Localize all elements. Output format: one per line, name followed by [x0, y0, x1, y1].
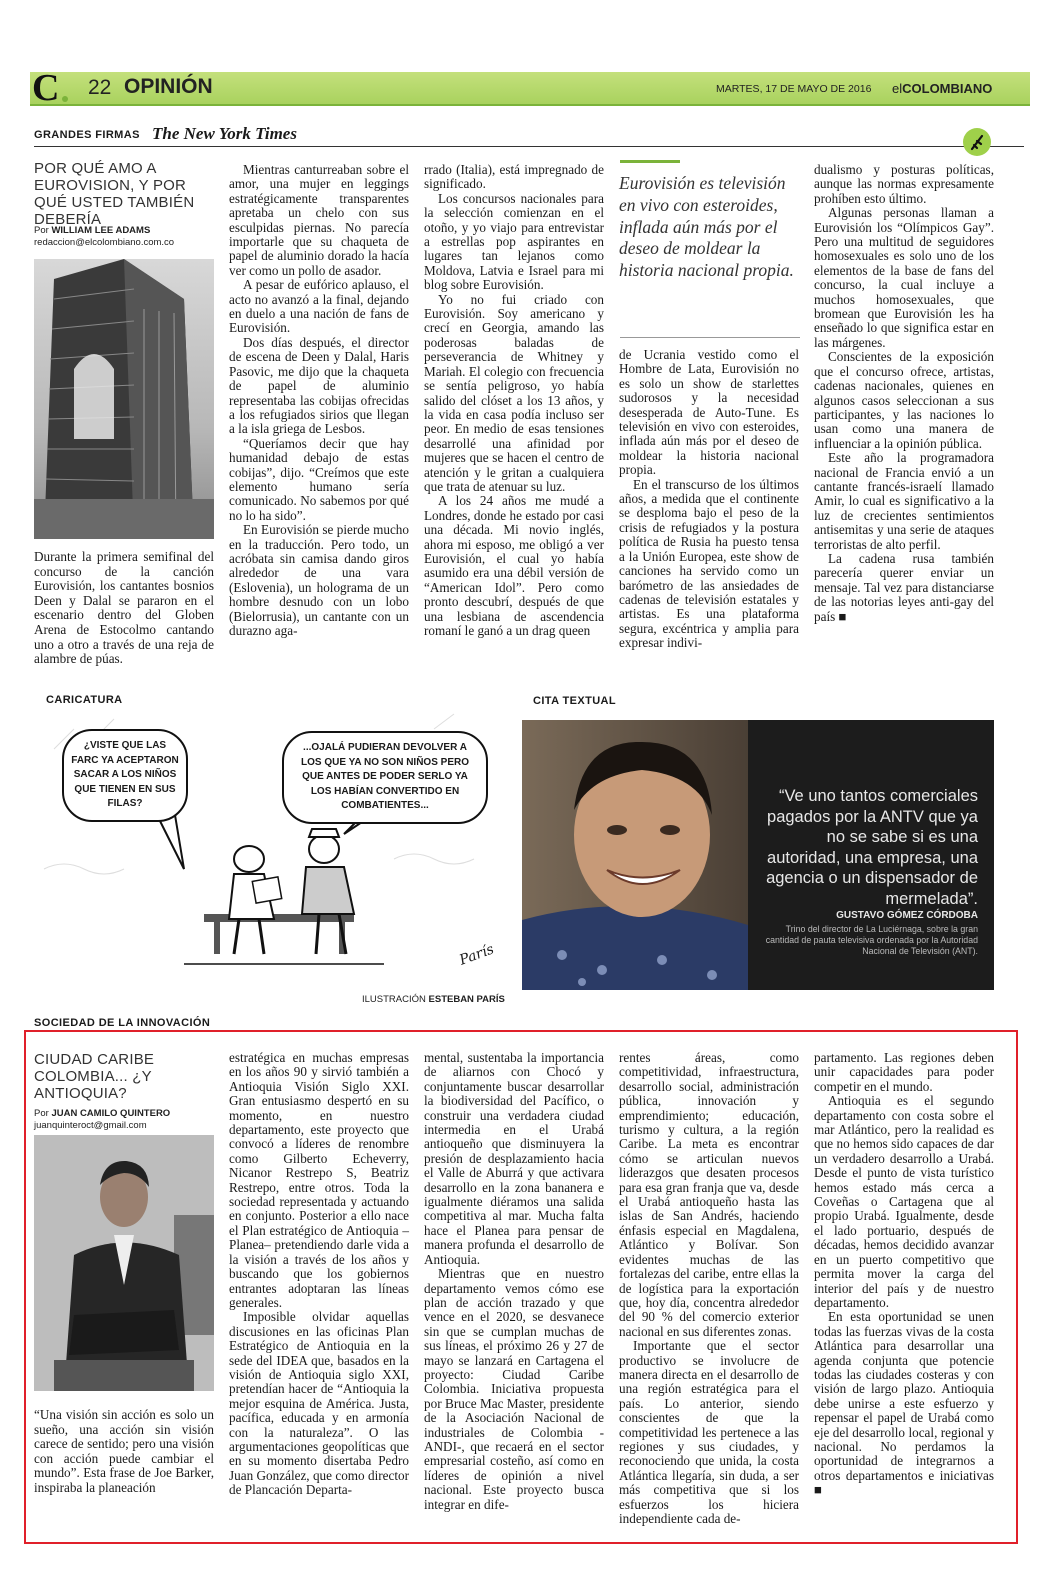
masthead-logo: C: [32, 67, 60, 109]
caricatura-label: CARICATURA: [46, 694, 123, 706]
caricature-bubble-right: ...OJALÁ PUDIERAN DEVOLVER A LOS QUE YA NO SON NIÑOS PERO QUE ANTES DE PODER SERLO YA LOS HABÍAN CONVERTIDO EN COMBATIENTES...: [282, 731, 488, 824]
paragraph: estratégica en muchas empresas en los años 90 y sirvió también a Antioquia Visión Siglo XXI. Gran entusiasmo despertó en su momento, en nuestro departamento, este proyecto que convocó a líderes de renombre como Gilberto Echeverry, Nicanor Restrepo S, Beatriz Restrepo, entre otros. Toda la sociedad representada y actuando en conjunto. Posterior a ello nace el Plan estratégico de Antioquia –Planea– pretendiendo darle vida a la visión a través de los años y buscando que los gobiernos entrantes adoptaran las líneas generales.: [229, 1050, 409, 1310]
caricature-frame: [34, 709, 508, 989]
article1-byline: [34, 225, 224, 249]
article1-headline: POR QUÉ AMO A EUROVISION, Y POR QUÉ USTED TAMBIÉN DEBERÍA: [34, 160, 195, 228]
article1-column-2: [229, 163, 409, 638]
paragraph: En esta oportunidad se unen todas las fuerzas vivas de la costa Atlántica para desarrollar una agenda conjunta que potencie todas las ciudades costeras y con visión de largo plazo. Antioquia debe unirse a este esfuerzo y repensar el papel de Urabá como eje del desarrollo local, regional y nacional. No perdamos la oportunidad de integrarnos a otros departamentos e iniciativas ■: [814, 1309, 994, 1498]
section-title: OPINIÓN: [124, 75, 213, 98]
paragraph: Algunas personas llaman a Eurovisión los “Olímpicos Gay”. Pero una multitud de seguidores homosexuales es solo uno de los elementos de la base de fans del concurso, la cual incluye a muchos homosexuales, que bromean que Eurovisión les ha enseñado lo que significa estar en las márgenes.: [814, 205, 994, 350]
article2-headline: CIUDAD CARIBE COLOMBIA... ¿Y ANTIOQUIA?: [34, 1051, 155, 1102]
paper-prefix: el: [892, 81, 903, 96]
page-number: 22: [88, 76, 112, 99]
paragraph: rentes áreas, como competitividad, infraestructura, desarrollo social, administración pública, innovación y emprendimiento; educación, turismo y cultura, a la región Caribe. La meta es encontrar cómo se articulan nuevos liderazgos que desaten procesos para esa gran franja que va, desde el Urabá antioqueño hasta las islas de San Andrés, haciendo énfasis especial en Magdalena, Atlántico y Bolívar. Son evidentes muchas de las fortalezas del caribe, entre ellas la de logística para la exportación que, hoy día, concentra alrededor del 90 % del comercio exterior nacional en sus diferentes zonas.: [619, 1050, 799, 1339]
paragraph: dualismo y posturas políticas, aunque las normas expresamente prohíben esto último.: [814, 162, 994, 206]
paragraph: Mientras que en nuestro departamento vemos cómo ese plan de acción trazado y que vence en el 2020, se desvanece sin que se cumplan muchas de sus líneas, el próximo 26 y 27 de mayo se lanzará en Cartagena el proyecto: Ciudad Caribe Colombia. Iniciativa propuesta por Bruce Mac Master, presidente de la Asociación Nacional de industriales de Colombia -ANDI-, que recaerá en el sector empresarial costeño, así como en líderes de opinión a nivel nacional. Este proyecto busca integrar en dife-: [424, 1266, 604, 1512]
paragraph: Mientras canturreaban sobre el amor, una mujer en leggings estratégicamente transparentes apretaba un chelo con sus esculpidas piernas. No parecía importarle que su chaqueta de papel de aluminio dorado la hacía ver como un pollo de asador.: [229, 162, 409, 278]
byline-prefix: Por: [34, 1108, 49, 1119]
pullquote-rule: [620, 160, 680, 163]
article1-column-3: [424, 163, 604, 638]
credit-prefix: ILUSTRACIÓN: [362, 994, 426, 1005]
author-photo: [34, 1135, 214, 1391]
article2-intro: “Una visión sin acción es solo un sueño, una acción sin visión carece de sentido; pero una visión con acción puede cambiar el mundo”. Esta frase de Joe Barker, inspiraba la planeación: [34, 1407, 214, 1495]
credit-name: ESTEBAN PARÍS: [428, 994, 505, 1005]
paragraph: A pesar de eufórico aplauso, el acto no avanzó a la final, dejando en duelo a una nación de fans de Eurovisión.: [229, 277, 409, 336]
speaker-photo: [522, 720, 748, 990]
paragraph: mental, sustentaba la importancia de aliarnos con Chocó y conjuntamente buscar desarrollar la biodiversidad del Pacífico, o construir una verdadera ciudad intermedia en el Urabá antioqueño que disminuyera la presión de desplazamiento hacia el Valle de Aburrá y que activara desarrollo en la zona bananera e igualmente diéramos una salida competitiva al mar. Mucha falta hace el Planea para pensar de manera profunda el desarrollo de Antioquia.: [424, 1050, 604, 1267]
globen-photo: [34, 259, 214, 539]
article1-column-4: [619, 348, 799, 651]
article1-author: WILLIAM LEE ADAMS: [51, 225, 151, 236]
article1-pullquote: Eurovisión es televisión en vivo con esteroides, inflada aún más por el deseo de moldear la historia nacional propia.: [619, 173, 794, 281]
sociedad-innovacion-label: SOCIEDAD DE LA INNOVACIÓN: [34, 1017, 211, 1029]
article2-email: juanquinteroct@gmail.com: [34, 1120, 147, 1131]
quote-speaker: GUSTAVO GÓMEZ CÓRDOBA: [836, 910, 978, 921]
caricature-signature: París: [457, 941, 497, 969]
paragraph: de Ucrania vestido como el Hombre de Lata, Eurovisión no es solo un show de starlettes sudorosos y la necesidad desesperada de Auto-Tune. Es televisión en vivo con esteroides, inflada aún más por el deseo de moldear la historia nacional propia.: [619, 347, 799, 478]
article2-column-5: [814, 1051, 994, 1498]
article2-column-4: [619, 1051, 799, 1526]
paragraph: rrado (Italia), está impregnado de significado.: [424, 162, 604, 192]
paragraph: Este año la programadora nacional de Francia envió a un cantante francés-israelí llamado Amir, lo cual es significativo a la luz de crecientes sentimientos antisemitas y una serie de ataques terroristas de alto perfil.: [814, 450, 994, 552]
paragraph: Dos días después, el director de escena de Deen y Dalal, Haris Pasovic, me dijo que la chaqueta de papel de aluminio representaba las cobijas ofrecidas a los refugiados sirios que llegan a la isla griega de Lesbos.: [229, 334, 409, 437]
issue-date: MARTES, 17 DE MAYO DE 2016: [716, 83, 872, 95]
paragraph: Los concursos nacionales para la selección comienzan en el otoño, y yo viajo para entrevistar a estrellas pop aspirantes en lugares tan lejanos como Moldova, Latvia e Israel para mi blog sobre Eurovisión.: [424, 190, 604, 293]
article2-author: JUAN CAMILO QUINTERO: [51, 1108, 171, 1119]
paragraph: En Eurovisión se pierde mucho en la traducción. Pero todo, un acróbata sin camisa dando giros alrededor de una vara (Eslovenia), un holograma de un hombre desnudo con un lobo (Bielorrusia), un cantante con un durazno aga-: [229, 522, 409, 638]
paragraph: Antioquia es el segundo departamento con costa sobre el mar Atlántico, pero la realidad es que no hemos sido capaces de dar un verdadero desarrollo a Urabá. Desde el punto de vista turístico hemos estado más cerca a Coveñas o Cartagena que al propio Urabá. Igualmente, desde el lado portuario, después de décadas, hemos decidido avanzar en un puerto competitivo que permita mover la carga del interior del país y de nuestro departamento.: [814, 1093, 994, 1310]
quote-text: “Ve uno tantos comerciales pagados por la ANTV que ya no se sabe si es una autoridad, una empresa, una agencia o un dispensador de mermelada”.: [766, 787, 978, 908]
masthead-logo-dot: [62, 96, 68, 102]
paragraph: Yo no fui criado con Eurovisión. Soy americano y crecí en Georgia, amando las poderosas baladas de perseverancia de Whitney y Mariah. El colegio con frecuencia se sentía peligroso, yo había salido del clóset a los 13 años, y la vida en casa podía incluso ser peor. En medio de esas tensiones desarrollé una afinidad por mujeres que se hacen el centro de atención y le gritan a cualquiera que trata de atenuar su luz.: [424, 291, 604, 494]
nyt-partner-logo: The New York Times: [152, 124, 297, 143]
article2-column-3: [424, 1051, 604, 1512]
banner-rule: [34, 146, 1024, 147]
grandes-firmas-label: GRANDES FIRMAS: [34, 129, 140, 141]
caricature-credit: [362, 994, 505, 1006]
quote-panel: [522, 720, 994, 990]
paragraph: En el transcurso de los últimos años, a medida que el continente se desploma bajo el peso de la crisis de refugiados y la postura política de Rusia ha puesto tensa a la Unión Europea, este show de canciones ha servido como un barómetro de las ansiedades de cadenas de televisión estatales y artistas. Es una plataforma segura, excéntrica y amplia para expresar indivi-: [619, 476, 799, 651]
quote-context: Trino del director de La Luciérnaga, sobre la gran cantidad de pauta televisiva ordenada por la Autoridad Nacional de Televisión (ANT).: [765, 924, 978, 956]
paragraph: partamento. Las regiones deben unir capacidades para poder competir en el mundo.: [814, 1050, 994, 1094]
byline-prefix: Por: [34, 225, 49, 236]
article2-column-2: [229, 1051, 409, 1498]
pullquote-bottom-rule: [620, 337, 800, 338]
paragraph: Conscientes de la exposición que el concurso ofrece, artistas, cadenas nacionales, quienes en algunos casos seleccionan a sus participantes, y las naciones lo usan como una manera de influenciar a la opinión pública.: [814, 349, 994, 451]
paragraph: A los 24 años me mudé a Londres, donde he estado por casi una década. Mi novio inglés, ahora mi esposo, me obligó a ver Eurovisión, el cual yo había asumido era una débil versión de “American Idol”. Pero como pronto descubrí, después de que una lesbiana de ascendencia romaní le ganó a un drag queen: [424, 493, 604, 638]
cita-textual-label: CITA TEXTUAL: [533, 695, 617, 707]
paragraph: Importante que el sector productivo se involucre de manera directa en el desarrollo de una región estratégica para el país. Lo anterior, siendo conscientes de que la competitividad les pertenece a las regiones y sus ciudades, y reconociendo que unida, la costa Atlántica llegaría, sin duda, a ser más competitiva que si los esfuerzos los hiciera independiente cada de-: [619, 1338, 799, 1526]
article1-email: redaccion@elcolombiano.com.co: [34, 237, 175, 248]
quill-icon: [963, 128, 991, 156]
caricature-bubble-left: ¿VISTE QUE LAS FARC YA ACEPTARON SACAR A LOS NIÑOS QUE TIENEN EN SUS FILAS?: [62, 729, 188, 822]
paragraph: “Queríamos decir que hay humanidad debajo de estas cobijas”, dijo. “Creímos que este elemento humano sería comunicado. No sabemos por qué no lo ha sido”.: [229, 435, 409, 523]
article2-byline: [34, 1108, 224, 1132]
paragraph: La cadena rusa también parecería querer enviar un mensaje. Tal vez para distanciarse de las notorias leyes anti-gay del país ■: [814, 550, 994, 624]
paper-name: [892, 81, 992, 96]
paper-title: COLOMBIANO: [902, 81, 993, 96]
article1-photo-caption: Durante la primera semifinal del concurso de la canción Eurovisión, los cantantes bosnios Deen y Dalal se pararon en el escenario dentro del Globen Arena de Estocolmo cantando uno a otro a través de una reja de alambre de púas.: [34, 549, 214, 667]
paragraph: Imposible olvidar aquellas discusiones en las oficinas Plan Estratégico de Antioquia en la sede del IDEA que, basados en la visión de Antioquia siglo XXI, pretendían hacer de “Antioquia la mejor esquina de América. Justa, pacífica, educada y en armonía con la naturaleza”. O las argumentaciones geopolíticas que en su momento disertaba Pedro Juan González, que como director de Plancación Departa-: [229, 1309, 409, 1498]
article1-column-5: [814, 163, 994, 624]
